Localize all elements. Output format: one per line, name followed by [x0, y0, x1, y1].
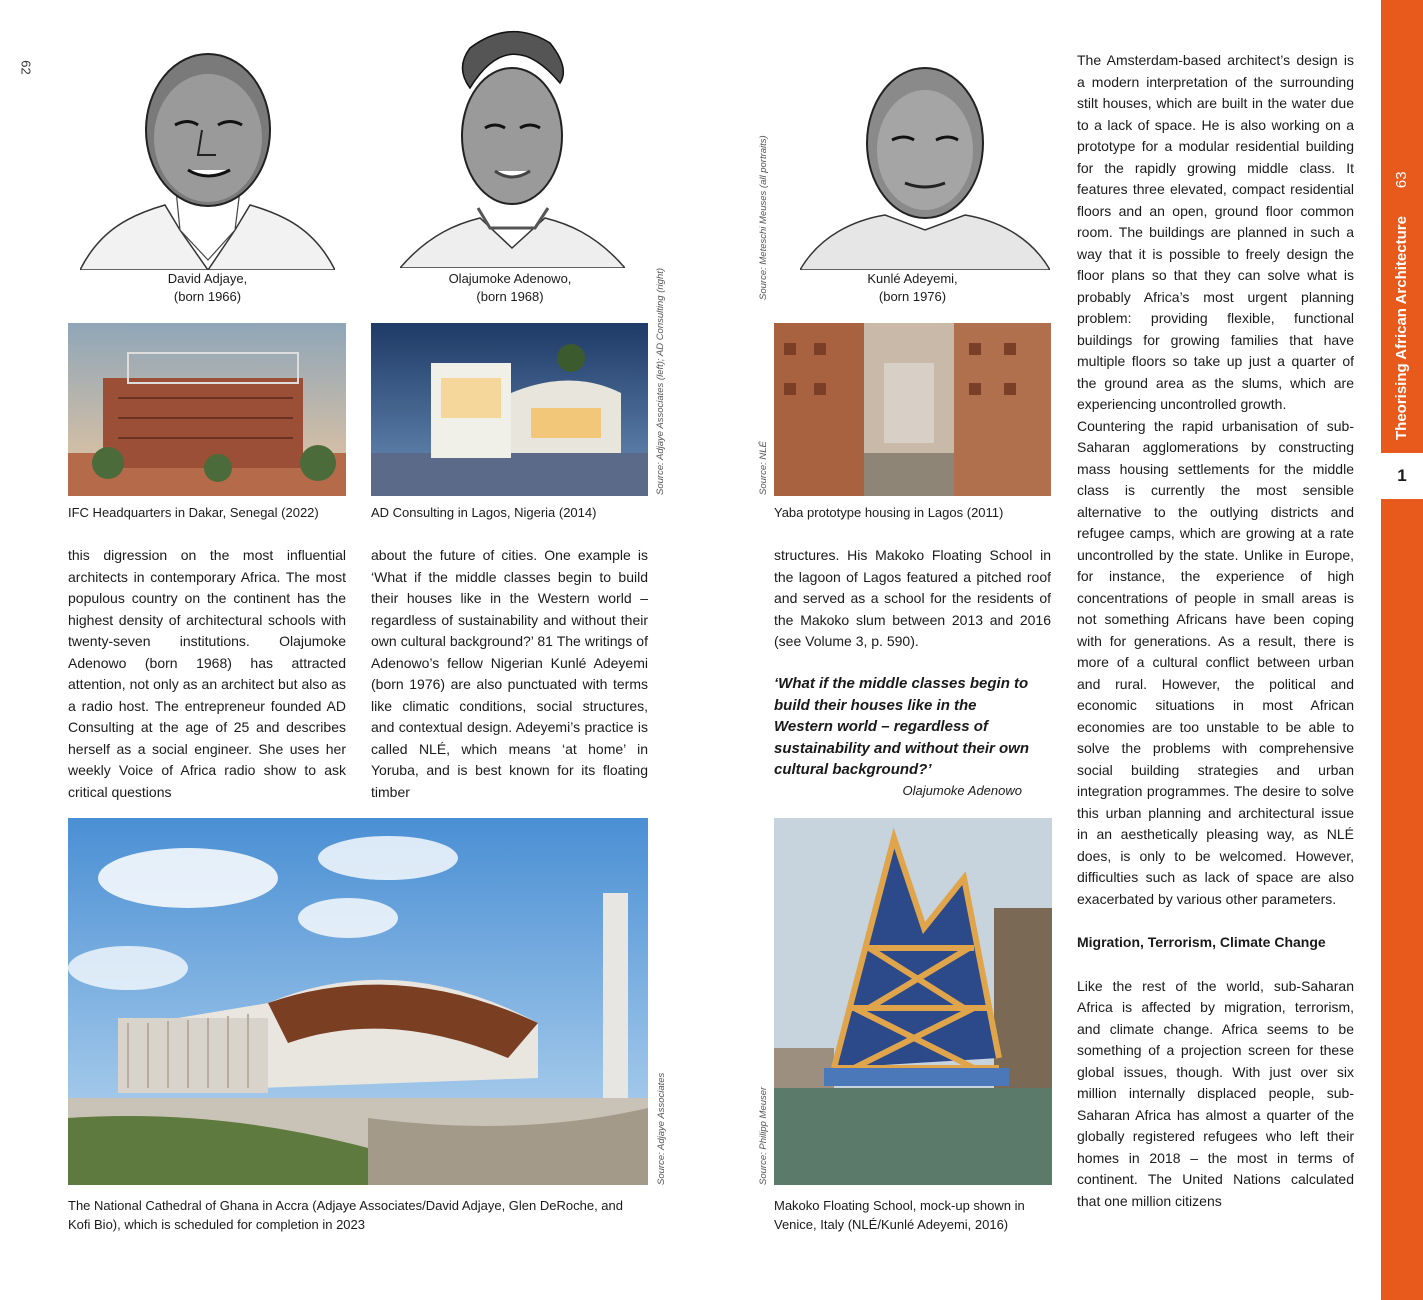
body-column-2: about the future of cities. One example is ‘What if the middle classes begin to build their houses like in the Western world – regardless of sustainability and without their own cultural background?’ 81 The writings of Adenowo’s fellow Nigerian Kunlé Adeyemi (born 1976) are also punctuated with terms like climatic conditions, social structures, and contextual design. Adeyemi’s practice is called NLÉ, which means ‘at home’ in Yoruba, and is best known for its floating timber	[371, 547, 648, 800]
source-credit-cathedral: Source: Adjaye Associates	[656, 1072, 667, 1185]
portrait-name: Olajumoke Adenowo,	[448, 271, 572, 286]
page-number-right: 63	[1393, 171, 1410, 189]
photo-makoko-floating-school	[774, 818, 1052, 1185]
paragraph: Countering the rapid urbanisation of sub-Saharan agglomerations by constructing mass housing settlements for the middle class is currently the most sensible alternative to the outlying districts and refugee camps, which are growing at a rate uncontrolled by the state. Unlike in Europe, for instance, the experience of high concentrations of people in small areas is not something Africans have been coping with for generations. As a result, there is more of a cultural conflict between urban and rural. However, the political and economic situations in most African economies are too unstable to be able to solve the problems with comprehensive social building strategies and urban integration programmes. The desire to solve this urban planning and architectural issue in an aesthetically pleasing way, as NLÉ does, is only to be welcomed. However, difficulties such as lack of space are also exacerbated by various other parameters.	[1077, 417, 1354, 907]
paragraph: The Amsterdam-based architect’s design is a modern interpretation of the surrounding stilt houses, which are built in the water due to a lack of space. He is also working on a prototype for a modular residential building for the rapidly growing middle class. It features three elevated, compact residential floors and an open, ground floor common room. The buildings are planned in such a way that it is possible to freely design the floor plans so that they can solve what is probably Africa’s most urgent planning problem: providing flexible, functional buildings for growing families that have multiple floors so take up just a quarter of the ground area as the slums, which are experiencing uncontrolled growth.	[1077, 52, 1354, 412]
body-column-4	[1077, 50, 1354, 1212]
chapter-title-wrap	[1381, 40, 1423, 440]
caption-makoko: Makoko Floating School, mock-up shown in Venice, Italy (NLÉ/Kunlé Adeyemi, 2016)	[774, 1198, 1025, 1232]
source-credit-portraits: Source: Meteschi Meuses (all portraits)	[758, 135, 769, 300]
body-column-1: this digression on the most influential architects in contemporary Africa. The most populous country on the continent has the highest density of architectural schools with twenty-seven institutions. Olajumoke Adenowo (born 1968) has attracted attention, not only as an architect but also as a radio host. The entrepreneur founded AD Consulting at the age of 25 and describes herself as a social engineer. She uses her weekly Voice of Africa radio show to ask critical questions	[68, 547, 346, 800]
pull-quote: ‘What if the middle classes begin to build their houses like in the Western world – regardless of sustainability and without their own cultural background?’	[774, 675, 1030, 778]
portrait-kunle-adeyemi	[800, 55, 1050, 270]
pull-quote-author: Olajumoke Adenowo	[902, 783, 1022, 798]
body-column-3: structures. His Makoko Floating School in the lagoon of Lagos featured a pitched roof and served as a school for the residents of the Makoko slum between 2013 and 2016 (see Volume 3, p. 590).	[774, 547, 1051, 649]
portrait-caption-adeyemi	[835, 270, 990, 306]
source-credit-makoko: Source: Philipp Meuser	[758, 1086, 769, 1185]
portrait-caption-adjaye	[125, 270, 290, 306]
photo-national-cathedral-ghana	[68, 818, 648, 1185]
photo-yaba-housing	[774, 323, 1051, 496]
section-heading: Migration, Terrorism, Climate Change	[1077, 934, 1326, 950]
caption-ad-consulting: AD Consulting in Lagos, Nigeria (2014)	[371, 505, 597, 520]
portrait-olajumoke-adenowo	[400, 28, 625, 268]
paragraph: Like the rest of the world, sub-Saharan Africa is affected by migration, terrorism, and climate change. Africa seems to be something of a projection screen for these global issues, though. With just over six million internally displaced people, sub-Saharan Africa has almost a quarter of the globally registered refugees who left their homes in 2018 – the most in terms of continent. The United Nations calculated that one million citizens	[1077, 977, 1354, 1209]
chapter-number: 1	[1397, 466, 1407, 485]
caption-yaba: Yaba prototype housing in Lagos (2011)	[774, 505, 1004, 520]
caption-ifc: IFC Headquarters in Dakar, Senegal (2022)	[68, 505, 319, 520]
page-number-left: 62	[18, 60, 34, 75]
source-credit-yaba: Source: NLÉ	[758, 441, 769, 495]
portrait-name: Kunlé Adeyemi,	[867, 271, 958, 286]
portrait-name: David Adjaye,	[167, 271, 248, 286]
photo-ifc-headquarters	[68, 323, 346, 496]
chapter-title: Theorising African Architecture	[1393, 216, 1410, 440]
portrait-born: (born 1976)	[878, 289, 947, 304]
portrait-born: (born 1968)	[476, 289, 544, 304]
portrait-david-adjaye	[80, 30, 335, 270]
source-credit-top-photos: Source: Adjaye Associates (left); AD Consulting (right)	[655, 267, 666, 495]
portrait-caption-adenowo	[425, 270, 595, 306]
caption-cathedral: The National Cathedral of Ghana in Accra (Adjaye Associates/David Adjaye, Glen DeRoche, and Kofi Bio), which is scheduled for completion in 2023	[68, 1198, 623, 1232]
photo-ad-consulting	[371, 323, 648, 496]
portrait-born: (born 1966)	[173, 289, 242, 304]
